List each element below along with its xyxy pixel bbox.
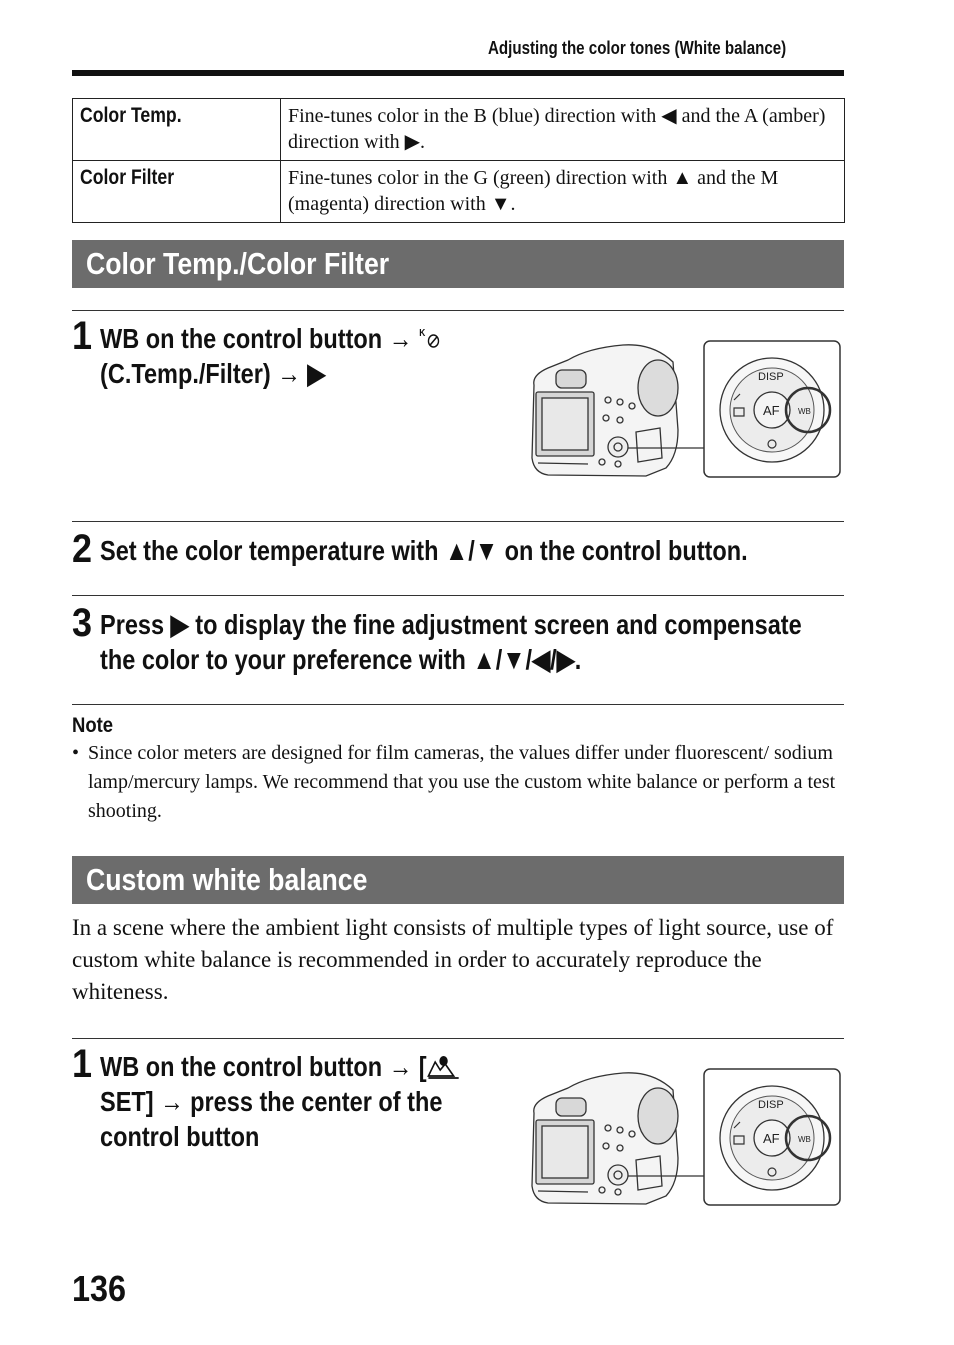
table-cell-desc: Fine-tunes color in the G (green) direction with ▲ and the M (magenta) direction with ▼. bbox=[281, 161, 845, 223]
table-cell-label bbox=[73, 99, 281, 161]
section-heading-bar bbox=[72, 856, 844, 904]
camera-control-button-illustration bbox=[528, 1068, 844, 1208]
step-text-line: control button bbox=[100, 1121, 260, 1152]
step-text bbox=[100, 1049, 460, 1084]
dial-label-disp: DISP bbox=[758, 371, 784, 383]
step-divider bbox=[72, 521, 844, 522]
dial-label-disp: DISP bbox=[758, 1099, 784, 1111]
section-title: Custom white balance bbox=[86, 862, 368, 897]
step-number: 1 bbox=[72, 1042, 93, 1086]
table-row bbox=[73, 99, 845, 161]
note-divider bbox=[72, 704, 844, 705]
step-text-line: WB on the control button → [ bbox=[100, 1051, 427, 1082]
step-number: 1 bbox=[72, 314, 93, 358]
step-number: 2 bbox=[72, 527, 93, 571]
camera-control-button-illustration bbox=[528, 340, 844, 480]
step-text-line: the color to your preference with ▲/▼/◀/▶. bbox=[100, 644, 582, 675]
section-title: Color Temp./Color Filter bbox=[86, 246, 390, 281]
color-temp-filter-icon bbox=[419, 326, 441, 350]
step-divider bbox=[72, 595, 844, 596]
dial-label-center: AF bbox=[763, 1131, 780, 1146]
step-divider bbox=[72, 1038, 844, 1039]
note-bullet: • bbox=[72, 742, 80, 764]
note-body bbox=[72, 739, 852, 826]
step-number: 3 bbox=[72, 601, 93, 645]
row-label: Color Temp. bbox=[80, 104, 182, 127]
table-row bbox=[73, 161, 845, 223]
running-header: Adjusting the color tones (White balance) bbox=[488, 38, 787, 58]
step-text bbox=[100, 321, 441, 356]
settings-table bbox=[72, 98, 845, 223]
dial-label-wb: WB bbox=[798, 407, 811, 416]
step-text: Set the color temperature with ▲/▼ on the control button. bbox=[100, 535, 748, 566]
page-number: 136 bbox=[72, 1268, 127, 1309]
step-divider bbox=[72, 310, 844, 311]
dial-label-center: AF bbox=[763, 403, 780, 418]
header-rule bbox=[72, 70, 844, 76]
note-heading: Note bbox=[72, 714, 114, 737]
step-text-line: (C.Temp./Filter) → ▶ bbox=[100, 358, 326, 389]
table-cell-desc: Fine-tunes color in the B (blue) direction with ◀ and the A (amber) direction with ▶. bbox=[281, 99, 845, 161]
step-text-line: SET] → press the center of the bbox=[100, 1086, 443, 1117]
intro-paragraph: In a scene where the ambient light consists of multiple types of light source, use of custom white balance is recommended in order to accurately reproduce the whiteness. bbox=[72, 915, 834, 1004]
section-heading-bar bbox=[72, 240, 844, 288]
step-text: Press ▶ to display the fine adjustment screen and compensate bbox=[100, 609, 802, 640]
dial-label-wb: WB bbox=[798, 1135, 811, 1144]
custom-wb-icon bbox=[427, 1054, 461, 1080]
svg-text:K: K bbox=[419, 327, 426, 339]
note-text: Since color meters are designed for film cameras, the values differ under fluorescent/ sodium lamp/mercury lamps. We recommend that you use the custom white balance or perform a test shooting. bbox=[88, 742, 836, 822]
step-text-line: WB on the control button → bbox=[100, 323, 419, 354]
row-label: Color Filter bbox=[80, 166, 175, 189]
table-cell-label bbox=[73, 161, 281, 223]
